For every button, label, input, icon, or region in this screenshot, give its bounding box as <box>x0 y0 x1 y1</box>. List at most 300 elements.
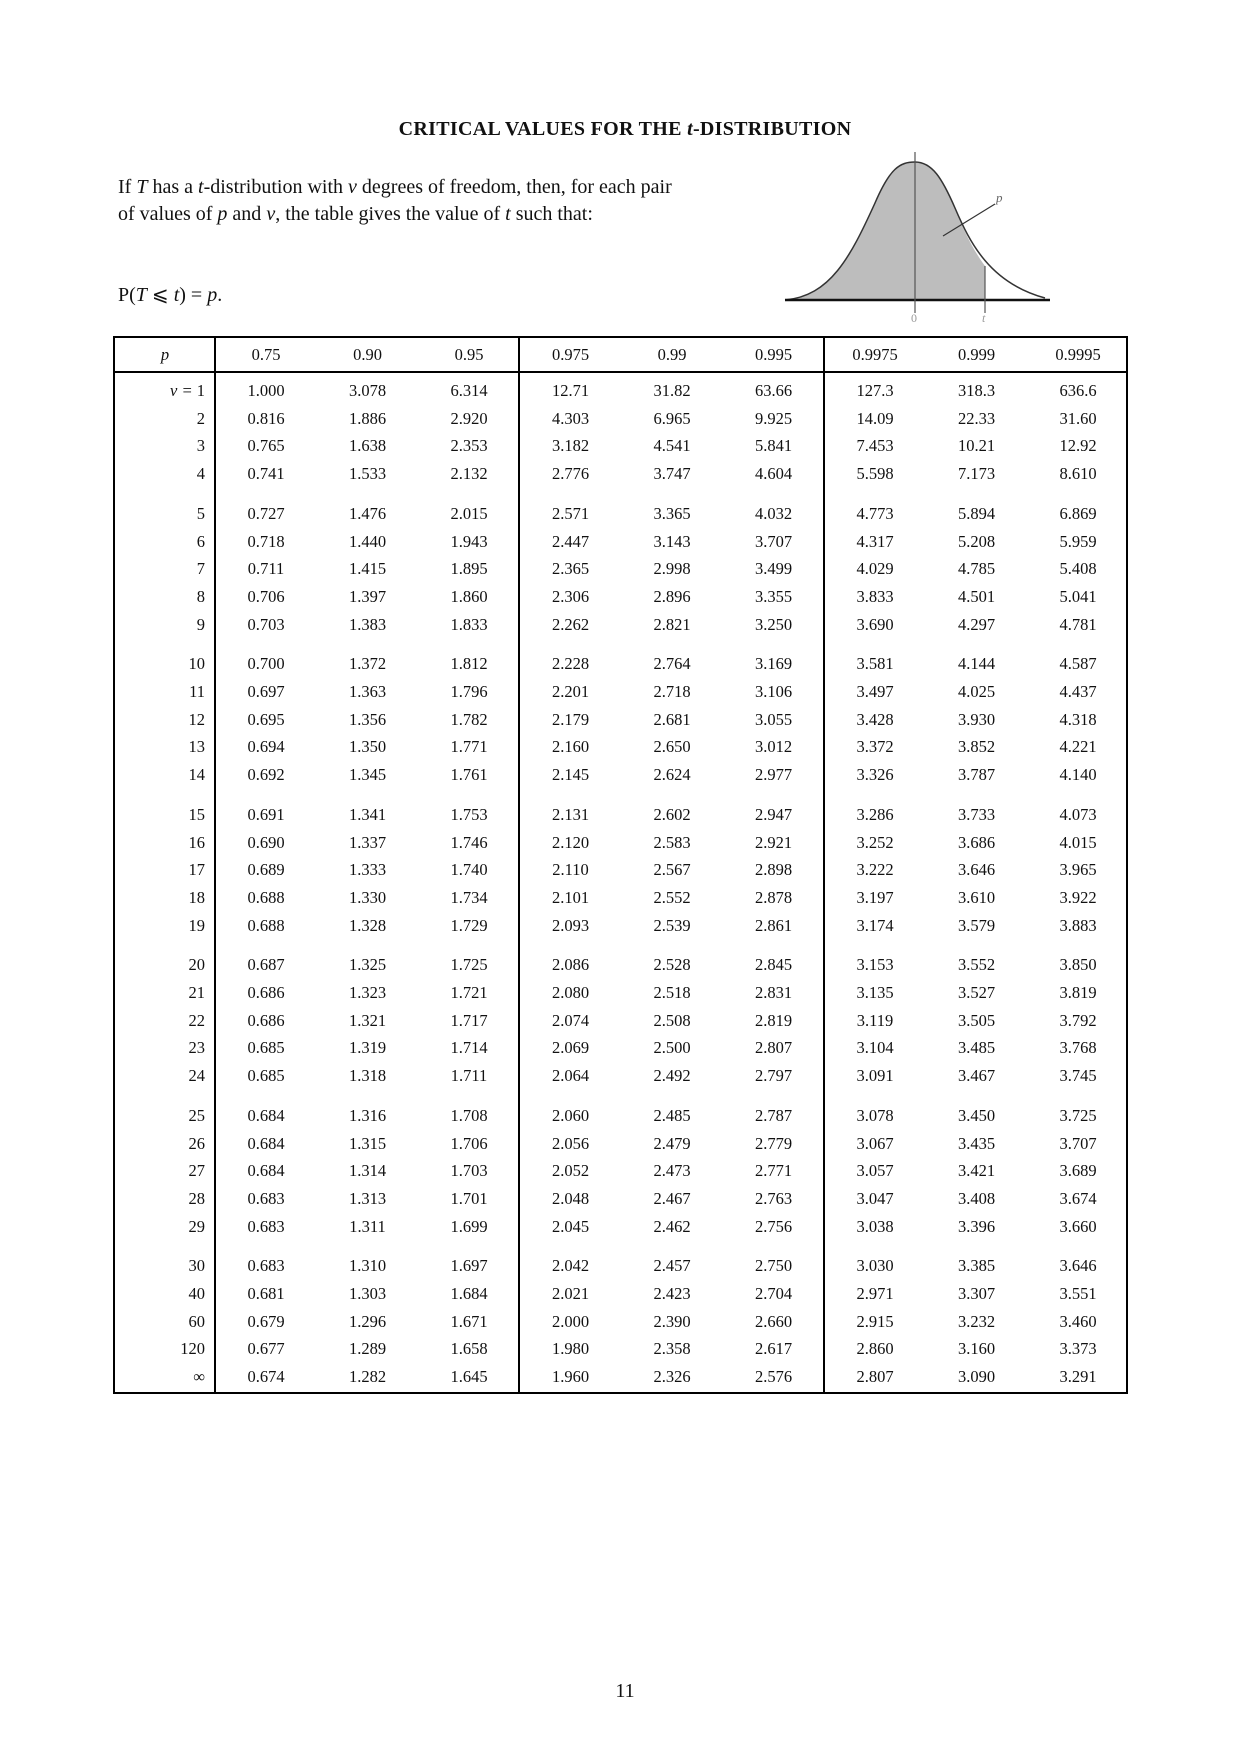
table-cell: 318.3 <box>957 381 996 400</box>
table-cell: 3.143 <box>653 531 691 551</box>
table-cell: 8.610 <box>1059 464 1097 484</box>
table-cell: 3.091 <box>856 1066 894 1086</box>
table-cell: 2.779 <box>754 1133 793 1153</box>
table-cell: 1.397 <box>348 586 387 606</box>
table-cell: 1.282 <box>348 1367 387 1387</box>
table-cell: 1.725 <box>450 955 488 975</box>
table-cell: 2.528 <box>653 955 691 975</box>
table-cell: 2.977 <box>754 765 793 785</box>
row-label-nu: 9 <box>196 614 205 634</box>
table-cell: 3.365 <box>653 503 691 523</box>
intro-var: t <box>505 203 511 225</box>
column-header: 0.975 <box>551 345 590 364</box>
table-cell: 2.060 <box>551 1105 590 1125</box>
table-cell: 2.576 <box>754 1367 793 1387</box>
table-cell: 0.765 <box>247 436 285 456</box>
table-cell: 2.896 <box>653 586 691 606</box>
table-cell: 4.144 <box>957 654 996 674</box>
table-cell: 0.711 <box>247 559 285 579</box>
table-cell: 3.850 <box>1059 955 1097 975</box>
table-cell: 1.318 <box>348 1066 387 1086</box>
table-cell: 2.650 <box>653 737 691 757</box>
table-cell: 5.408 <box>1059 559 1097 579</box>
table-cell: 0.674 <box>247 1367 285 1387</box>
table-cell: 1.943 <box>450 531 488 551</box>
row-label-nu: 22 <box>188 1010 205 1030</box>
table-cell: 5.598 <box>856 464 894 484</box>
table-cell: 3.610 <box>957 887 996 907</box>
formula-var: T <box>135 284 147 306</box>
table-cell: 0.683 <box>247 1256 285 1276</box>
table-cell: 2.479 <box>653 1133 691 1153</box>
row-label-nu: 19 <box>188 915 205 935</box>
table-cell: 0.703 <box>247 614 285 634</box>
intro-text: and <box>227 203 267 225</box>
table-cell: 3.252 <box>856 832 894 852</box>
table-cell: 3.372 <box>856 737 894 757</box>
title-text-end: -DISTRIBUTION <box>692 118 852 140</box>
table-cell: 3.883 <box>1059 915 1097 935</box>
table-cell: 1.415 <box>348 559 387 579</box>
table-cell: 2.390 <box>653 1311 691 1331</box>
table-cell: 2.353 <box>450 436 488 456</box>
table-cell: 3.421 <box>957 1161 996 1181</box>
table-cell: 2.492 <box>653 1066 691 1086</box>
table-cell: 0.685 <box>247 1038 285 1058</box>
table-cell: 1.328 <box>348 915 387 935</box>
table-cell: 0.706 <box>247 586 285 606</box>
table-cell: 0.684 <box>247 1133 285 1153</box>
table-cell: 3.106 <box>754 682 793 701</box>
table-cell: 1.000 <box>247 381 285 400</box>
table-cell: 2.052 <box>551 1161 590 1181</box>
table-cell: 2.093 <box>551 915 590 935</box>
table-cell: 1.684 <box>450 1284 488 1303</box>
table-cell: 2.764 <box>653 654 691 674</box>
intro-text: degrees of freedom, then, for each pair of values of <box>118 176 672 225</box>
table-cell: 3.373 <box>1059 1339 1097 1359</box>
table-cell: 3.690 <box>856 614 894 634</box>
row-label-nu: 21 <box>188 983 205 1002</box>
row-label-nu: 26 <box>188 1133 205 1153</box>
table-cell: 1.638 <box>348 436 387 456</box>
table-cell: 3.232 <box>957 1311 996 1331</box>
row-label-nu: 7 <box>196 559 205 579</box>
table-cell: 3.551 <box>1059 1284 1097 1303</box>
table-cell: 1.714 <box>450 1038 488 1058</box>
table-cell: 1.771 <box>450 737 488 757</box>
table-cell: 2.771 <box>754 1161 793 1181</box>
table-cell: 4.781 <box>1059 614 1097 634</box>
table-cell: 0.683 <box>247 1216 285 1236</box>
table-cell: 1.980 <box>551 1339 590 1359</box>
table-cell: 2.518 <box>653 983 691 1002</box>
table-cell: 2.819 <box>754 1010 793 1030</box>
table-cell: 3.467 <box>957 1066 996 1086</box>
table-cell: 127.3 <box>856 381 894 400</box>
table-cell: 3.745 <box>1059 1066 1097 1086</box>
table-cell: 3.078 <box>856 1105 894 1125</box>
row-label-nu: 20 <box>188 955 205 975</box>
column-header: 0.9975 <box>852 345 898 364</box>
row-label-nu: 27 <box>188 1161 205 1181</box>
table-cell: 1.314 <box>348 1161 387 1181</box>
table-cell: 1.708 <box>450 1105 488 1125</box>
table-cell: 2.807 <box>754 1038 793 1058</box>
table-cell: 2.845 <box>754 955 793 975</box>
table-cell: 3.922 <box>1059 887 1097 907</box>
table-cell: 1.350 <box>348 737 387 757</box>
table-cell: 3.197 <box>856 887 894 907</box>
table-cell: 0.689 <box>247 860 285 880</box>
table-cell: 0.741 <box>247 464 285 484</box>
row-label-nu: 11 <box>189 682 205 701</box>
table-cell: 3.660 <box>1059 1216 1097 1236</box>
row-label-nu: 4 <box>196 464 205 484</box>
table-cell: 1.313 <box>348 1188 387 1208</box>
row-label-nu: 3 <box>196 436 205 456</box>
table-cell: 2.567 <box>653 860 691 880</box>
table-cell: 2.920 <box>450 408 488 428</box>
table-cell: 2.228 <box>551 654 590 674</box>
table-cell: 4.029 <box>856 559 894 579</box>
table-cell: 3.030 <box>856 1256 894 1276</box>
table-cell: 1.734 <box>450 887 488 907</box>
column-header: 0.75 <box>251 345 281 364</box>
table-cell: 2.878 <box>754 887 793 907</box>
table-cell: 4.032 <box>754 503 793 523</box>
column-header: 0.99 <box>657 345 687 364</box>
table-cell: 3.581 <box>856 654 894 674</box>
table-cell: 0.684 <box>247 1161 285 1181</box>
row-label-nu: 28 <box>188 1188 205 1208</box>
table-cell: 2.617 <box>754 1339 793 1359</box>
table-cell: 5.959 <box>1059 531 1097 551</box>
table-cell: 1.330 <box>348 887 387 907</box>
table-cell: 2.080 <box>551 983 590 1002</box>
table-cell: 0.690 <box>247 832 285 852</box>
table-cell: 5.208 <box>957 531 996 551</box>
row-label-nu: 8 <box>196 586 205 606</box>
table-cell: 3.396 <box>957 1216 996 1236</box>
table-cell: 1.658 <box>450 1339 488 1359</box>
table-cell: 3.090 <box>957 1367 996 1387</box>
row-label-nu: 17 <box>188 860 205 880</box>
table-cell: 3.505 <box>957 1010 996 1030</box>
table-cell: 2.326 <box>653 1367 691 1387</box>
row-label-nu: 10 <box>188 654 205 674</box>
table-cell: 2.602 <box>653 804 691 824</box>
table-cell: 2.508 <box>653 1010 691 1030</box>
table-cell: 31.82 <box>653 381 691 400</box>
table-cell: 1.310 <box>348 1256 387 1276</box>
table-cell: 3.646 <box>1059 1256 1097 1276</box>
table-cell: 3.174 <box>856 915 894 935</box>
table-cell: 0.695 <box>247 709 285 729</box>
table-cell: 4.140 <box>1059 765 1097 785</box>
table-cell: 2.110 <box>552 860 589 880</box>
table-cell: 7.453 <box>856 436 894 456</box>
table-cell: 3.552 <box>957 955 996 975</box>
table-cell: 3.674 <box>1059 1188 1097 1208</box>
row-label-nu: 18 <box>188 887 205 907</box>
intro-text: , the table gives the value of <box>275 203 506 225</box>
table-cell: 3.078 <box>348 381 387 400</box>
table-cell: 2.423 <box>653 1284 691 1303</box>
table-cell: 3.286 <box>856 804 894 824</box>
table-cell: 10.21 <box>957 436 996 456</box>
table-cell: 3.733 <box>957 804 996 824</box>
table-cell: 12.71 <box>551 381 590 400</box>
table-cell: 2.201 <box>551 682 590 701</box>
table-cell: 3.819 <box>1059 983 1097 1002</box>
table-cell: 636.6 <box>1059 381 1097 400</box>
table-cell: 2.704 <box>754 1284 793 1303</box>
table-cell: 2.485 <box>653 1105 691 1125</box>
table-cell: 2.064 <box>551 1066 590 1086</box>
table-cell: 4.025 <box>957 682 996 701</box>
table-cell: 3.428 <box>856 709 894 729</box>
table-cell: 3.852 <box>957 737 996 757</box>
title-text: CRITICAL VALUES FOR THE <box>398 118 688 140</box>
table-cell: 4.437 <box>1059 682 1097 701</box>
table-cell: 1.746 <box>450 832 488 852</box>
intro-text: If <box>118 176 137 198</box>
header-divider <box>115 371 1126 373</box>
table-cell: 6.869 <box>1059 503 1097 523</box>
table-cell: 2.500 <box>653 1038 691 1058</box>
table-cell: 3.307 <box>957 1284 996 1303</box>
table-cell: 3.385 <box>957 1256 996 1276</box>
table-cell: 2.763 <box>754 1188 793 1208</box>
intro-text: -distribution with <box>203 176 349 198</box>
table-cell: 2.145 <box>551 765 590 785</box>
table-cell: 3.686 <box>957 832 996 852</box>
table-cell: 3.497 <box>856 682 894 701</box>
table-cell: 3.408 <box>957 1188 996 1208</box>
table-cell: 1.311 <box>349 1216 386 1236</box>
table-cell: 0.684 <box>247 1105 285 1125</box>
table-cell: 1.729 <box>450 915 488 935</box>
table-cell: 0.700 <box>247 654 285 674</box>
table-cell: 3.792 <box>1059 1010 1097 1030</box>
table-cell: 4.773 <box>856 503 894 523</box>
table-cell: 6.314 <box>450 381 488 400</box>
table-cell: 1.711 <box>450 1066 488 1086</box>
table-cell: 4.073 <box>1059 804 1097 824</box>
table-cell: 1.341 <box>348 804 387 824</box>
table-cell: 0.727 <box>247 503 285 523</box>
table-cell: 2.807 <box>856 1367 894 1387</box>
table-cell: 0.679 <box>247 1311 285 1331</box>
table-cell: 2.365 <box>551 559 590 579</box>
table-cell: 3.057 <box>856 1161 894 1181</box>
intro-var: t <box>198 176 204 198</box>
table-cell: 3.965 <box>1059 860 1097 880</box>
table-cell: 2.718 <box>653 682 691 701</box>
column-header: 0.995 <box>754 345 793 364</box>
table-cell: 2.120 <box>551 832 590 852</box>
table-cell: 2.831 <box>754 983 793 1002</box>
table-cell: 3.787 <box>957 765 996 785</box>
table-cell: 1.337 <box>348 832 387 852</box>
table-cell: 1.761 <box>450 765 488 785</box>
table-cell: 1.701 <box>450 1188 488 1208</box>
table-cell: 3.707 <box>1059 1133 1097 1153</box>
table-cell: 2.132 <box>450 464 488 484</box>
label-zero: 0 <box>911 311 917 323</box>
row-label-nu: 25 <box>188 1105 205 1125</box>
intro-var: T <box>136 176 148 198</box>
row-label-nu: 24 <box>188 1066 205 1086</box>
table-cell: 2.756 <box>754 1216 793 1236</box>
table-cell: 2.473 <box>653 1161 691 1181</box>
table-cell: 1.753 <box>450 804 488 824</box>
table-cell: 3.291 <box>1059 1367 1097 1387</box>
table-cell: 0.681 <box>247 1284 285 1303</box>
table-cell: 2.000 <box>551 1311 590 1331</box>
table-cell: 1.323 <box>348 983 387 1002</box>
table-cell: 2.042 <box>551 1256 590 1276</box>
table-cell: 3.038 <box>856 1216 894 1236</box>
row-label-nu: 14 <box>188 765 205 785</box>
table-cell: 3.135 <box>856 983 894 1002</box>
table-cell: 0.691 <box>247 804 285 824</box>
table-cell: 2.860 <box>856 1339 894 1359</box>
table-cell: 3.460 <box>1059 1311 1097 1331</box>
table-cell: 2.947 <box>754 804 793 824</box>
table-cell: 4.501 <box>957 586 996 606</box>
table-cell: 2.861 <box>754 915 793 935</box>
table-cell: 3.579 <box>957 915 996 935</box>
table-cell: 4.587 <box>1059 654 1097 674</box>
row-label-nu: 23 <box>188 1038 205 1058</box>
table-cell: 1.717 <box>450 1010 488 1030</box>
table-cell: 31.60 <box>1059 408 1097 428</box>
table-cell: 1.296 <box>348 1311 387 1331</box>
table-cell: 3.047 <box>856 1188 894 1208</box>
table-cell: 1.289 <box>348 1339 387 1359</box>
table-cell: 0.683 <box>247 1188 285 1208</box>
table-cell: 1.363 <box>348 682 387 701</box>
table-cell: 1.476 <box>348 503 387 523</box>
table-cell: 3.499 <box>754 559 793 579</box>
formula-text: ) = <box>179 284 208 306</box>
table-cell: 2.056 <box>551 1133 590 1153</box>
table-cell: 2.583 <box>653 832 691 852</box>
t-distribution-curve-figure <box>780 148 1070 323</box>
table-cell: 2.021 <box>551 1284 590 1303</box>
intro-paragraph <box>118 174 678 228</box>
table-cell: 3.119 <box>856 1010 894 1030</box>
table-cell: 1.699 <box>450 1216 488 1236</box>
row-label-nu: ν = 1 <box>170 381 205 400</box>
table-cell: 3.222 <box>856 860 894 880</box>
header-corner-p: p <box>160 345 170 364</box>
table-cell: 1.671 <box>450 1311 488 1331</box>
table-cell: 2.539 <box>653 915 691 935</box>
table-cell: 2.681 <box>653 709 691 729</box>
table-cell: 3.747 <box>653 464 691 484</box>
table-cell: 2.457 <box>653 1256 691 1276</box>
table-cell: 2.776 <box>551 464 590 484</box>
column-header: 0.90 <box>353 345 382 364</box>
row-label-nu: ∞ <box>193 1367 205 1387</box>
table-cell: 6.965 <box>653 408 691 428</box>
table-cell: 3.012 <box>754 737 793 757</box>
table-cell: 2.915 <box>856 1311 894 1331</box>
table-cell: 3.768 <box>1059 1038 1097 1058</box>
table-cell: 7.173 <box>957 464 996 484</box>
table-cell: 2.797 <box>754 1066 793 1086</box>
table-cell: 2.074 <box>551 1010 590 1030</box>
table-cell: 4.541 <box>653 436 691 456</box>
table-cell: 0.686 <box>247 983 285 1002</box>
table-cell: 63.66 <box>754 381 793 400</box>
table-cell: 1.721 <box>450 983 488 1002</box>
table-cell: 1.372 <box>348 654 387 674</box>
table-cell: 0.718 <box>247 531 285 551</box>
table-cell: 4.785 <box>957 559 996 579</box>
row-label-nu: 29 <box>188 1216 205 1236</box>
table-cell: 2.571 <box>551 503 590 523</box>
table-cell: 3.055 <box>754 709 793 729</box>
table-cell: 3.169 <box>754 654 793 674</box>
table-cell: 2.131 <box>551 804 590 824</box>
table-cell: 2.262 <box>551 614 590 634</box>
table-cell: 3.435 <box>957 1133 996 1153</box>
table-cell: 2.624 <box>653 765 691 785</box>
table-cell: 3.355 <box>754 586 793 606</box>
title-t: t <box>687 118 693 140</box>
table-cell: 4.317 <box>856 531 894 551</box>
table-cell: 4.297 <box>957 614 996 634</box>
row-label-nu: 15 <box>188 804 205 824</box>
intro-var: p <box>217 203 228 225</box>
intro-var: ν <box>266 203 276 225</box>
table-cell: 1.356 <box>348 709 387 729</box>
table-cell: 1.740 <box>450 860 488 880</box>
table-cell: 1.315 <box>348 1133 387 1153</box>
table-cell: 4.604 <box>754 464 793 484</box>
row-label-nu: 13 <box>188 737 205 757</box>
table-cell: 1.383 <box>348 614 387 634</box>
table-cell: 3.250 <box>754 614 793 634</box>
table-cell: 12.92 <box>1059 436 1097 456</box>
table-cell: 3.725 <box>1059 1105 1097 1125</box>
row-label-nu: 120 <box>180 1339 205 1359</box>
intro-text: such that: <box>510 203 593 225</box>
table-cell: 2.447 <box>551 531 590 551</box>
table-cell: 2.160 <box>551 737 590 757</box>
column-header: 0.9995 <box>1055 345 1101 364</box>
table-cell: 3.689 <box>1059 1161 1097 1181</box>
table-cell: 3.182 <box>551 436 590 456</box>
formula-text: ⩽ <box>146 284 174 306</box>
table-cell: 3.160 <box>957 1339 996 1359</box>
table-cell: 2.015 <box>450 503 488 523</box>
intro-var: ν <box>348 176 357 198</box>
table-cell: 0.677 <box>247 1339 285 1359</box>
table-cell: 5.841 <box>754 436 793 456</box>
formula-text: P( <box>118 284 136 306</box>
table-cell: 3.707 <box>754 531 793 551</box>
table-cell: 14.09 <box>856 408 894 428</box>
row-label-nu: 12 <box>188 709 205 729</box>
table-cell: 2.069 <box>551 1038 590 1058</box>
table-cell: 0.687 <box>247 955 285 975</box>
table-cell: 1.697 <box>450 1256 488 1276</box>
